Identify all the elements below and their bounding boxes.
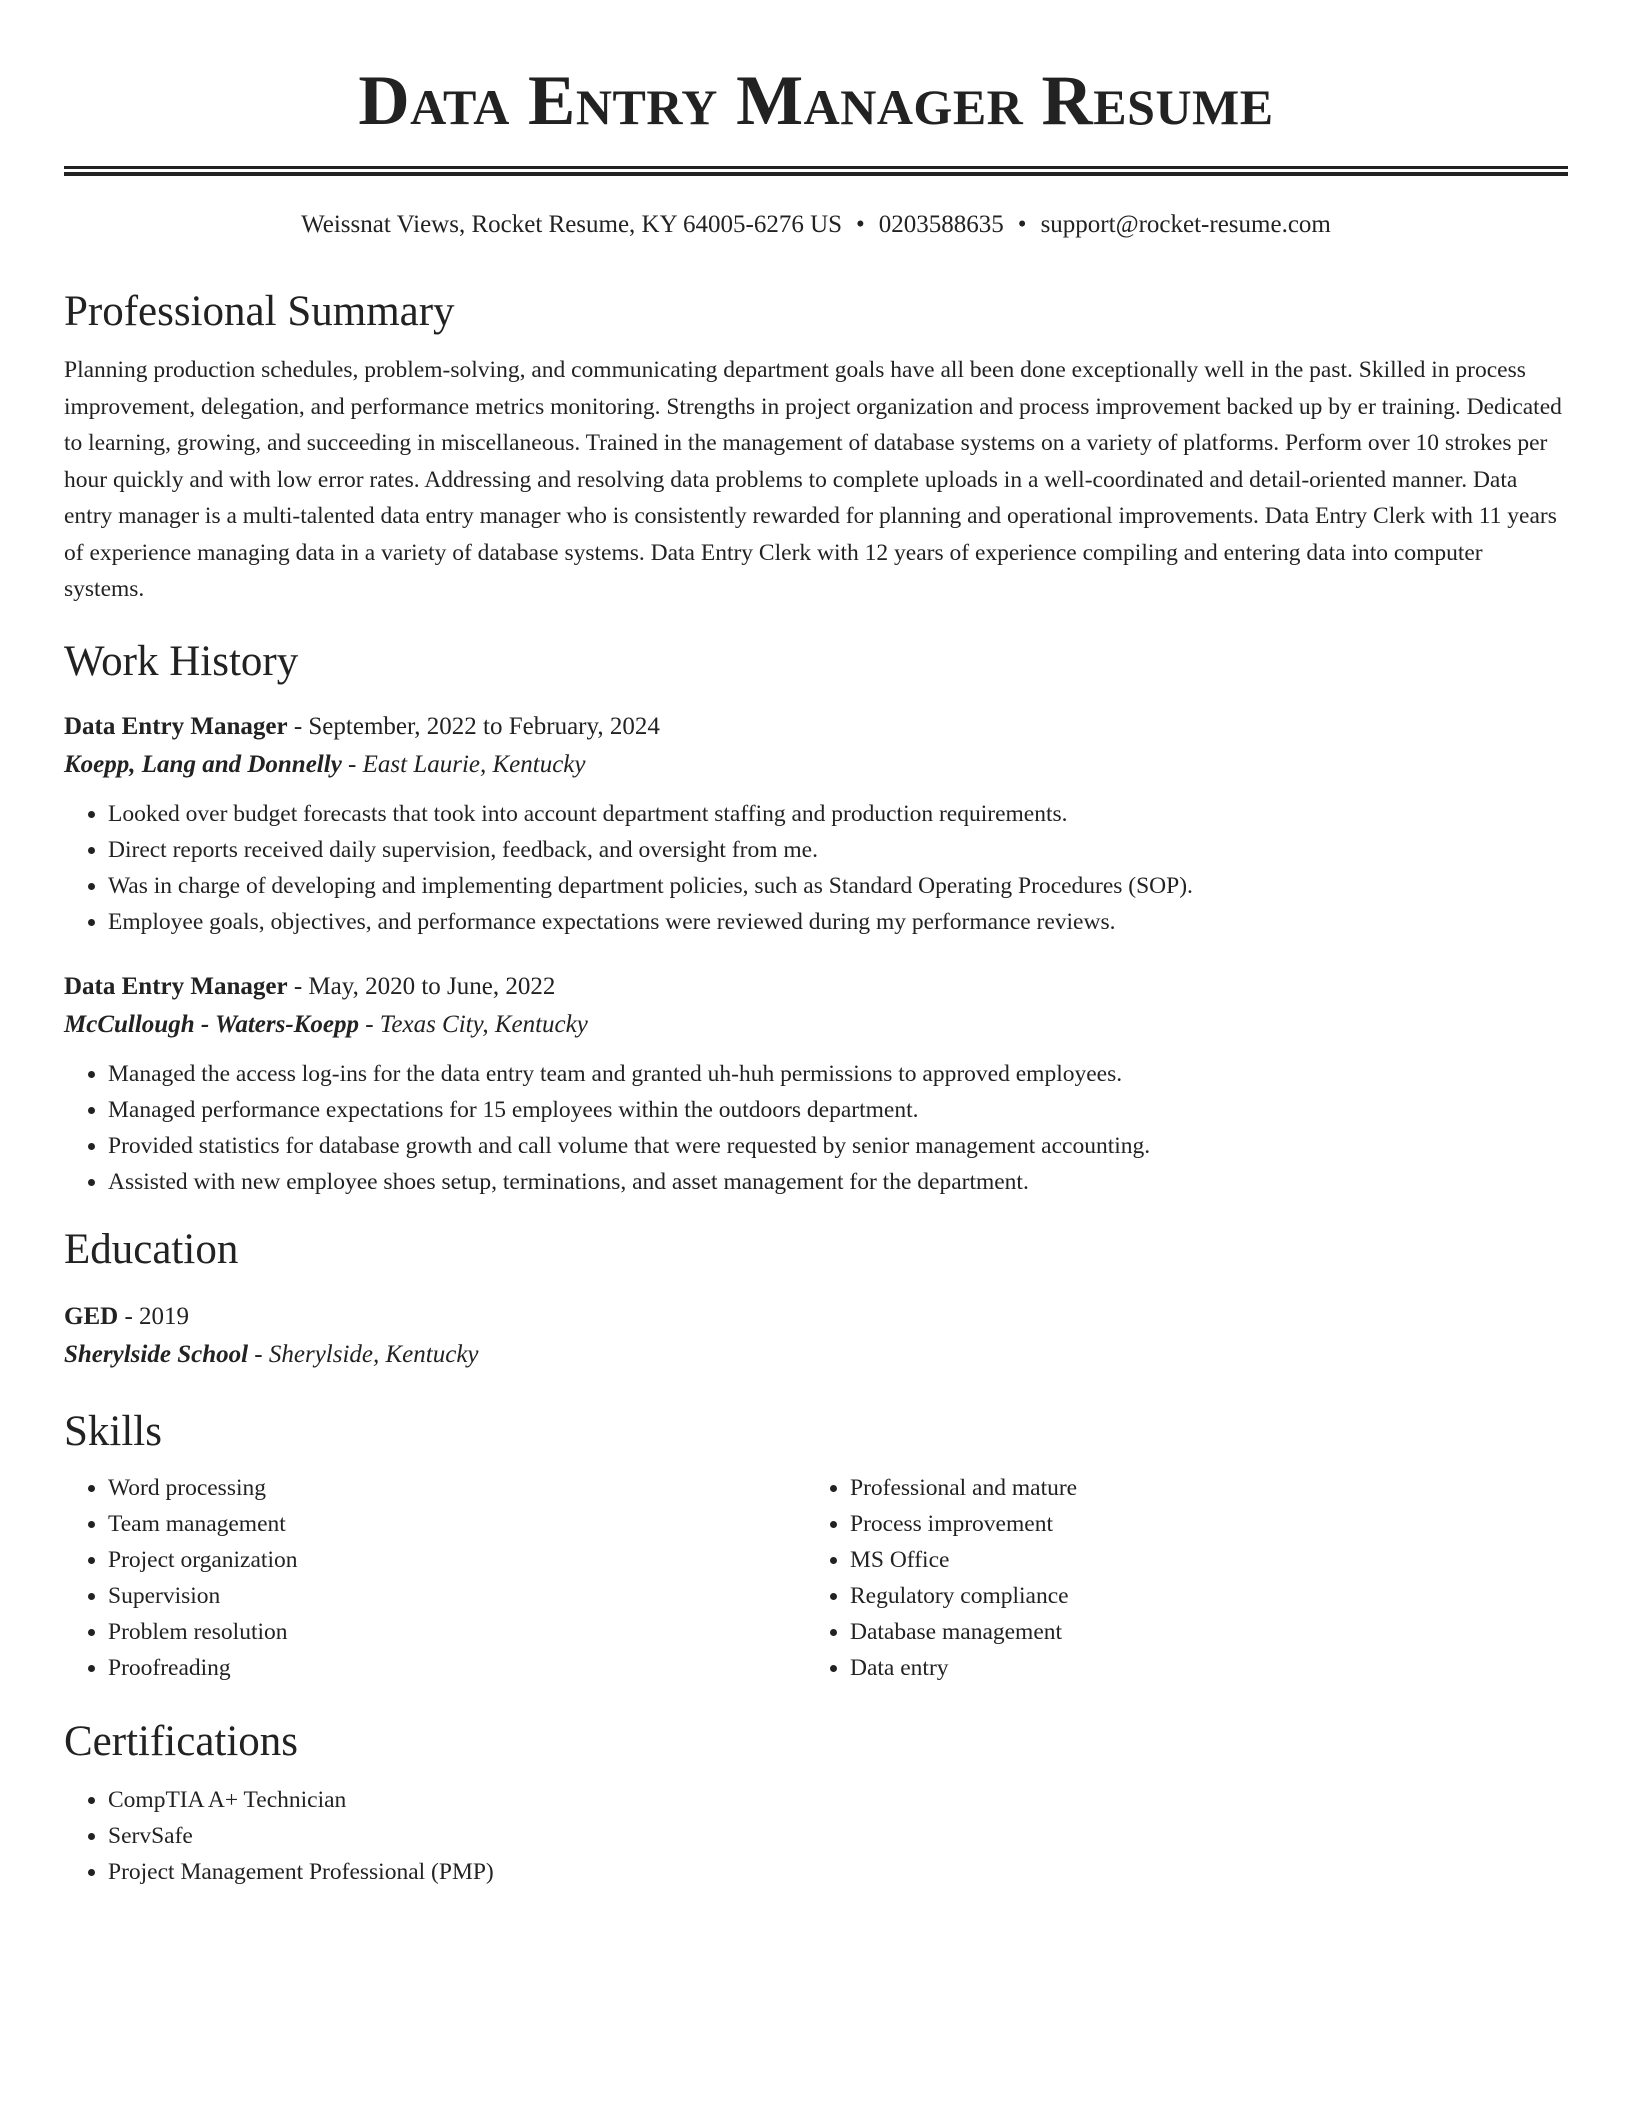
list-item: • Team management (108, 1506, 806, 1542)
school-name: Sherylside School (64, 1340, 249, 1368)
work-history-heading: Work History (64, 637, 299, 685)
header-divider (64, 166, 1568, 176)
degree-name: GED (64, 1302, 119, 1330)
list-item: • Provided statistics for database growth and call volume that were requested by senior management accounting. (108, 1128, 1568, 1164)
employer-line (64, 1006, 1568, 1044)
contact-separator: • (1017, 211, 1027, 238)
job-dates: - September, 2022 to February, 2024 (287, 712, 660, 740)
resume-title: Data Entry Manager Resume (358, 62, 1274, 140)
education-entry (64, 1298, 1568, 1374)
list-item: • Assisted with new employee shoes setup, terminations, and asset management for the department. (108, 1164, 1568, 1200)
summary-heading: Professional Summary (64, 288, 455, 335)
contact-email: support@rocket-resume.com (1040, 211, 1331, 238)
employer-location: - Texas City, Kentucky (358, 1010, 588, 1038)
list-item: • Direct reports received daily supervision, feedback, and oversight from me. (108, 832, 1568, 868)
job-title: Data Entry Manager (64, 972, 288, 1000)
contact-separator: • (856, 211, 865, 238)
employer-location: - East Laurie, Kentucky (341, 750, 586, 778)
employer-name: McCullough - Waters-Koepp (64, 1010, 359, 1038)
employer-name: Koepp, Lang and Donnelly (64, 750, 342, 778)
job-title-line (64, 708, 1568, 746)
job-entry (64, 708, 1568, 940)
contact-line (64, 208, 1568, 242)
list-item: • Word processing (108, 1470, 806, 1506)
list-item: • Supervision (108, 1578, 806, 1614)
job-title-line (64, 968, 1568, 1006)
contact-address: Weissnat Views, Rocket Resume, KY 64005-6276 US (301, 211, 843, 238)
degree-line (64, 1298, 1568, 1336)
employer-line (64, 746, 1568, 784)
list-item: • Project organization (108, 1542, 806, 1578)
skills-list-right (806, 1470, 1548, 1686)
list-item: • CompTIA A+ Technician (108, 1782, 1568, 1818)
list-item: • Managed performance expectations for 15 employees within the outdoors department. (108, 1092, 1568, 1128)
list-item: • Looked over budget forecasts that took into account department staffing and production requirements. (108, 796, 1568, 832)
job-duties-list (64, 1056, 1568, 1200)
resume-page (64, 0, 1568, 1890)
certifications-list (64, 1782, 1568, 1890)
job-title: Data Entry Manager (64, 712, 288, 740)
certifications-heading: Certifications (64, 1717, 299, 1765)
list-item: • Regulatory compliance (850, 1578, 1548, 1614)
list-item: • Data entry (850, 1650, 1548, 1686)
list-item: • MS Office (850, 1542, 1548, 1578)
school-location: - Sherylside, Kentucky (248, 1340, 479, 1368)
list-item: • Project Management Professional (PMP) (108, 1854, 1568, 1890)
education-heading: Education (64, 1225, 239, 1273)
job-duties-list (64, 796, 1568, 940)
summary-text: Planning production schedules, problem-solving, and communicating department goals have all been done exceptionally well in the past. Skilled in process improvement, delegation, and performance metrics monitoring. Strengths in project organization and process improvement backed up by er training. Dedicated to learning, growing, and succeeding in miscellaneous. Trained in the management of database systems on a variety of platforms. Perform over 10 strokes per hour quickly and with low error rates. Addressing and resolving data problems to complete uploads in a well-coordinated and detail-oriented manner. Data entry manager is a multi-talented data entry manager who is consistently rewarded for planning and operational improvements. Data Entry Clerk with 11 years of experience managing data in a variety of database systems. Data Entry Clerk with 12 years of experience compiling and entering data into computer systems. (64, 357, 1562, 602)
skills-list-left (64, 1470, 806, 1686)
list-item: • Proofreading (108, 1650, 806, 1686)
list-item: • Database management (850, 1614, 1548, 1650)
list-item: • ServSafe (108, 1818, 1568, 1854)
list-item: • Professional and mature (850, 1470, 1548, 1506)
skills-grid (64, 1470, 1568, 1686)
job-dates: - May, 2020 to June, 2022 (287, 972, 556, 1000)
skills-heading: Skills (64, 1407, 162, 1455)
list-item: • Employee goals, objectives, and performance expectations were reviewed during my performance reviews. (108, 904, 1568, 940)
list-item: • Problem resolution (108, 1614, 806, 1650)
list-item: • Process improvement (850, 1506, 1548, 1542)
list-item: • Managed the access log-ins for the data entry team and granted uh-huh permissions to approved employees. (108, 1056, 1568, 1092)
contact-phone: 0203588635 (878, 211, 1004, 238)
job-entry (64, 968, 1568, 1200)
school-line (64, 1336, 1568, 1374)
list-item: • Was in charge of developing and implementing department policies, such as Standard Operating Procedures (SOP). (108, 868, 1568, 904)
degree-year: - 2019 (118, 1302, 190, 1330)
